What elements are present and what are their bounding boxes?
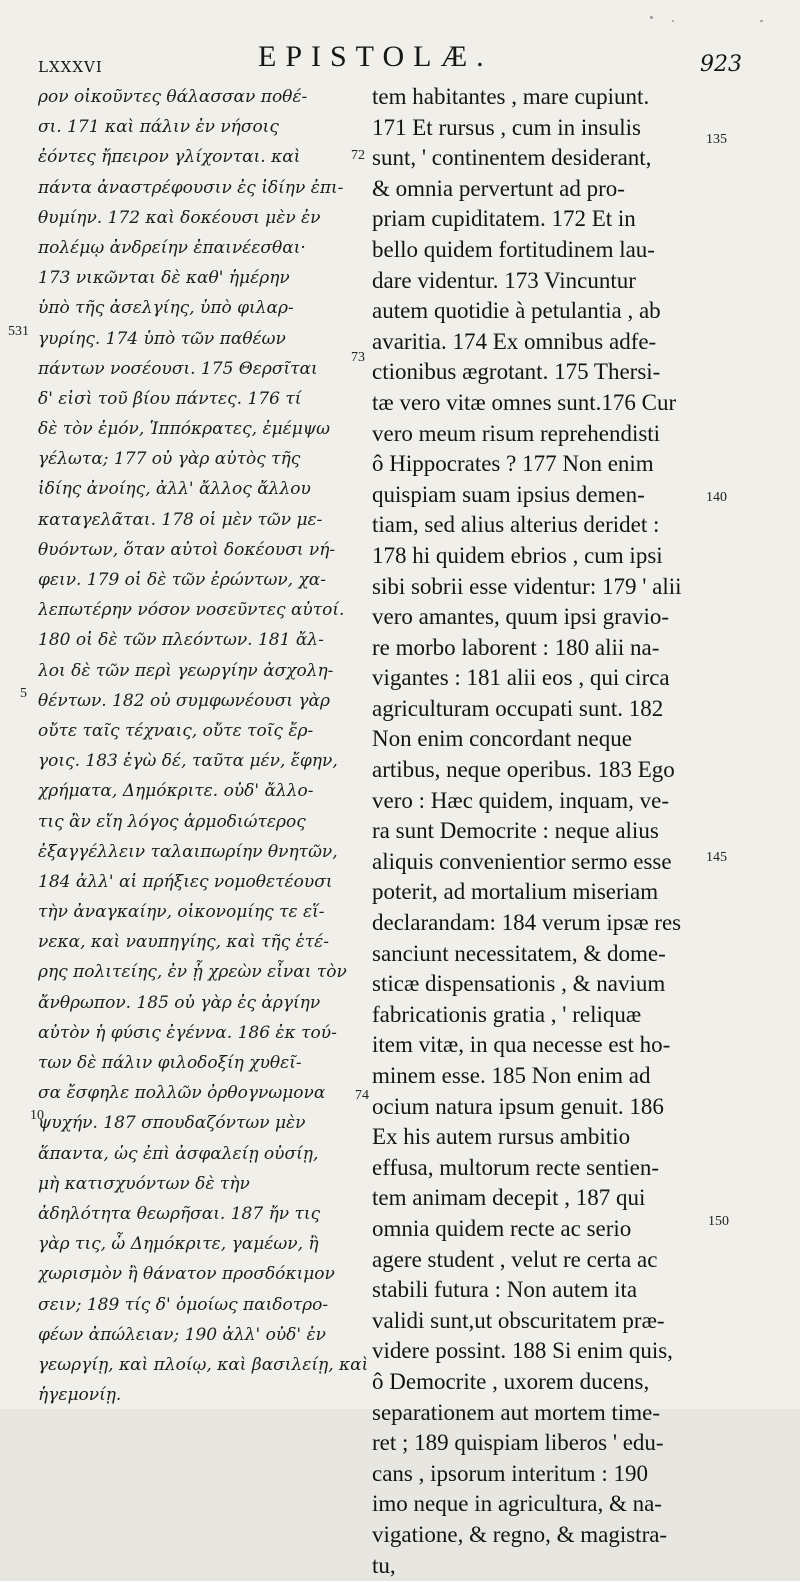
text-line: 173 νικῶνται δὲ καθ' ἡμέρην [38,263,368,293]
text-line: σειν; 189 τίς δ' ὁμοίως παιδοτρο- [38,1290,368,1320]
text-line: vero meum risum reprehendisti [372,419,712,450]
text-line: δ' εἰσὶ τοῦ βίου πάντες. 176 τί [38,384,368,414]
text-line: ret ; 189 quispiam liberos ' edu- [372,1428,712,1459]
text-line: ἡγεμονίῃ. [38,1380,368,1410]
text-line: vero : Hæc quidem, inquam, ve- [372,786,712,817]
text-line: αὐτὸν ἡ φύσις ἐγέννα. 186 ἐκ τού- [38,1018,368,1048]
text-line: ô Hippocrates ? 177 Non enim [372,449,712,480]
text-line: item vitæ, in qua necesse est ho- [372,1030,712,1061]
text-line: θυμίην. 172 καὶ δοκέουσι μὲν ἐν [38,203,368,233]
folio-number: LXXXVI [38,58,103,76]
text-line: ocium natura ipsum genuit. 186 [372,1092,712,1123]
text-line: tiam, sed alius alterius deridet : [372,510,712,541]
text-line: sanciunt necessitatem, & dome- [372,939,712,970]
text-line: φειν. 179 οἱ δὲ τῶν ἐρώντων, χα- [38,565,368,595]
margin-number: 5 [20,686,27,702]
text-line: σι. 171 καὶ πάλιν ἐν νήσοις [38,112,368,142]
text-line: πολέμῳ ἀνδρείην ἐπαινέεσθαι· [38,233,368,263]
text-line: autem quotidie à petulantia , ab [372,296,712,327]
text-line: re morbo laborent : 180 alii na- [372,633,712,664]
text-line: θέντων. 182 οὐ συμφωνέουσι γὰρ [38,686,368,716]
text-line: & omnia pervertunt ad pro- [372,174,712,205]
text-line: fabricationis gratia , ' reliquæ [372,1000,712,1031]
text-line: ô Democrite , uxorem ducens, [372,1367,712,1398]
text-line: aliquis convenientior sermo esse [372,847,712,878]
text-line: validi sunt,ut obscuritatem præ- [372,1306,712,1337]
text-line: priam cupiditatem. 172 Et in [372,204,712,235]
text-line: sticæ dispensationis , & navium [372,969,712,1000]
text-line: 178 hi quidem ebrios , cum ipsi [372,541,712,572]
text-line: λεπωτέρην νόσον νοσεῦντες αὐτοί. [38,595,368,625]
margin-number: 150 [708,1214,729,1230]
text-line: ἰδίης ἀνοίης, ἀλλ' ἄλλος ἄλλου [38,474,368,504]
text-line: separationem aut mortem time- [372,1398,712,1429]
text-line: bello quidem fortitudinem lau- [372,235,712,266]
page-title: EPISTOLÆ. [258,40,493,74]
text-line: γυρίης. 174 ὑπὸ τῶν παθέων [38,324,368,354]
margin-number: 531 [8,324,29,340]
text-line: ἅπαντα, ὡς ἐπὶ ἀσφαλείῃ οὐσίῃ, [38,1139,368,1169]
text-line: tem habitantes , mare cupiunt. [372,82,712,113]
text-line: 180 οἱ δὲ τῶν πλεόντων. 181 ἄλ- [38,625,368,655]
text-line: γοις. 183 ἐγὼ δέ, ταῦτα μέν, ἔφην, [38,746,368,776]
margin-number: 74 [355,1088,369,1104]
paper-speck [650,16,653,19]
text-line: καταγελᾶται. 178 οἱ μὲν τῶν με- [38,505,368,535]
text-line: πάντων νοσέουσι. 175 Θερσῖται [38,354,368,384]
margin-number: 10 [30,1108,44,1124]
text-line: ρον οἰκοῦντες θάλασσαν ποθέ- [38,82,368,112]
margin-number: 73 [351,350,365,366]
text-line: poterit, ad mortalium miseriam [372,877,712,908]
text-line: ἀδηλότητα θεωρῆσαι. 187 ἤν τις [38,1199,368,1229]
text-line: ra sunt Democrite : neque alius [372,816,712,847]
text-line: 171 Et rursus , cum in insulis [372,113,712,144]
text-line: declarandam: 184 verum ipsæ res [372,908,712,939]
text-line: stabili futura : Non autem ita [372,1275,712,1306]
text-line: σα ἔσφηλε πολλῶν ὀρθογνωμονα [38,1078,368,1108]
text-line: Ex his autem rursus ambitio [372,1122,712,1153]
text-line: artibus, neque operibus. 183 Ego [372,755,712,786]
margin-number: 145 [706,850,727,866]
text-line: τις ἂν εἴη λόγος ἁρμοδιώτερος [38,807,368,837]
margin-number: 72 [351,148,365,164]
text-line: χωρισμὸν ἢ θάνατον προσδόκιμον [38,1259,368,1289]
text-line: λοι δὲ τῶν περὶ γεωργίην ἀσχολη- [38,656,368,686]
text-line: omnia quidem recte ac serio [372,1214,712,1245]
text-line: dare videntur. 173 Vincuntur [372,266,712,297]
text-line: ρης πολιτείης, ἐν ᾗ χρεὼν εἶναι τὸν [38,957,368,987]
text-line: οὔτε ταῖς τέχναις, οὔτε τοῖς ἔρ- [38,716,368,746]
text-line: μὴ κατισχυόντων δὲ τὴν [38,1169,368,1199]
text-line: ψυχήν. 187 σπουδαζόντων μὲν [38,1108,368,1138]
text-line: γέλωτα; 177 οὐ γὰρ αὐτὸς τῆς [38,444,368,474]
text-line: agere student , velut re certa ac [372,1245,712,1276]
text-line: agriculturam occupati sunt. 182 [372,694,712,725]
text-line: πάντα ἀναστρέφουσιν ἐς ἰδίην ἐπι- [38,173,368,203]
text-line: vigatione, & regno, & magistra- [372,1520,712,1551]
greek-text-column [38,82,368,1410]
margin-number: 140 [706,490,727,506]
text-line: sibi sobrii esse videntur: 179 ' alii [372,572,712,603]
text-line: Non enim concordant neque [372,724,712,755]
text-line: vigantes : 181 alii eos , qui circa [372,663,712,694]
text-line: ἐξαγγέλλειν ταλαιπωρίην θνητῶν, [38,837,368,867]
text-line: minem esse. 185 Non enim ad [372,1061,712,1092]
page-number: 923 [700,52,742,77]
text-line: tæ vero vitæ omnes sunt.176 Cur [372,388,712,419]
latin-text-column [372,82,712,1581]
text-line: avaritia. 174 Ex omnibus adfe- [372,327,712,358]
margin-number: 135 [706,132,727,148]
text-line: tem animam decepit , 187 qui [372,1183,712,1214]
text-line: videre possint. 188 Si enim quis, [372,1336,712,1367]
text-line: effusa, multorum recte sentien- [372,1153,712,1184]
text-line: ἄνθρωπον. 185 οὐ γὰρ ἐς ἀργίην [38,988,368,1018]
text-line: χρήματα, Δημόκριτε. οὐδ' ἄλλο- [38,776,368,806]
text-line: vero amantes, quum ipsi gravio- [372,602,712,633]
text-line: θυόντων, ὅταν αὐτοὶ δοκέουσι νή- [38,535,368,565]
text-line: cans , ipsorum interitum : 190 [372,1459,712,1490]
text-line: γεωργίῃ, καὶ πλοίῳ, καὶ βασιλείῃ, καὶ [38,1350,368,1380]
text-line: γὰρ τις, ὦ Δημόκριτε, γαμέων, ἢ [38,1229,368,1259]
text-line: sunt, ' continentem desiderant, [372,143,712,174]
paper-speck [672,20,674,22]
text-line: ὑπὸ τῆς ἀσελγίης, ὑπὸ φιλαρ- [38,293,368,323]
text-line: δὲ τὸν ἐμόν, Ἱππόκρατες, ἐμέμψω [38,414,368,444]
text-line: tu, [372,1551,712,1581]
text-line: των δὲ πάλιν φιλοδοξίη χυθεῖ- [38,1048,368,1078]
text-line: ctionibus ægrotant. 175 Thersi- [372,357,712,388]
text-line: νεκα, καὶ ναυπηγίης, καὶ τῆς ἑτέ- [38,927,368,957]
paper-speck [760,20,763,22]
text-line: φέων ἀπώλειαν; 190 ἀλλ' οὐδ' ἐν [38,1320,368,1350]
text-line: ἐόντες ἤπειρον γλίχονται. καὶ [38,142,368,172]
text-line: imo neque in agricultura, & na- [372,1489,712,1520]
text-line: quispiam suam ipsius demen- [372,480,712,511]
text-line: 184 ἀλλ' αἱ πρήξιες νομοθετέουσι [38,867,368,897]
text-line: τὴν ἀναγκαίην, οἰκονομίης τε εἵ- [38,897,368,927]
running-header [0,36,800,76]
